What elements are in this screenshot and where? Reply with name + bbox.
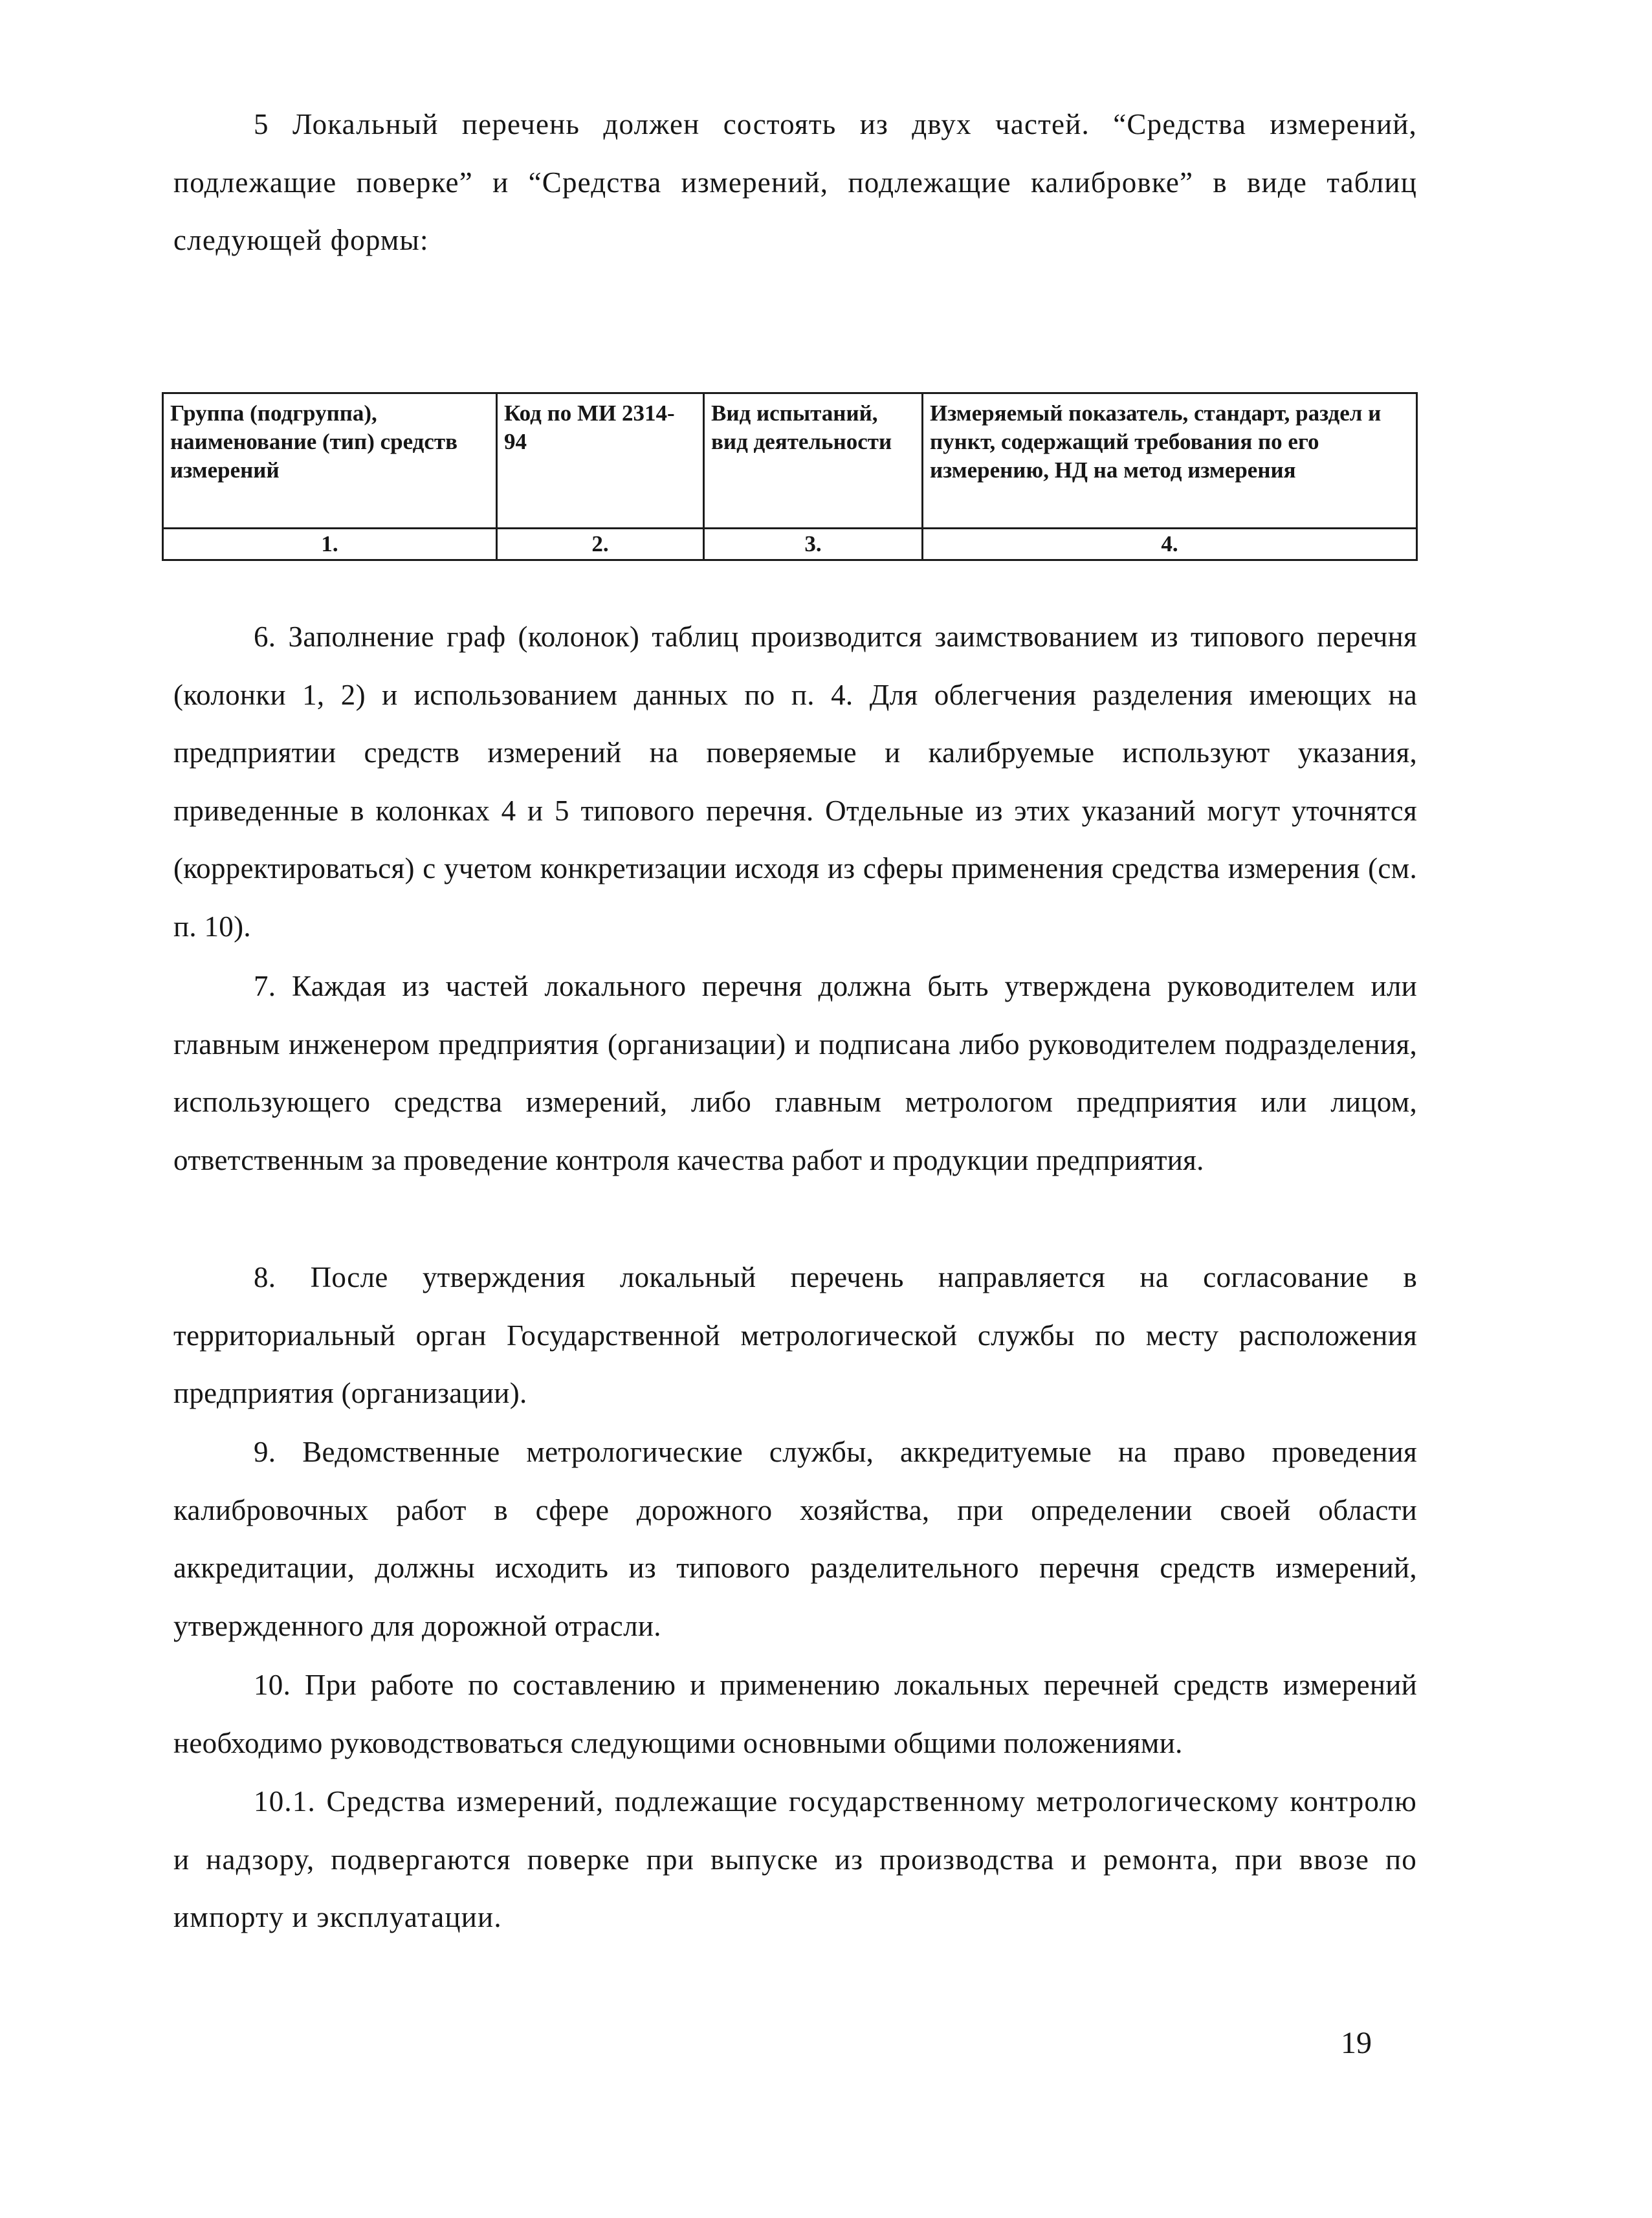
column-number-cell: 1. [163,529,497,560]
header-cell-group: Группа (подгруппа), наименование (тип) средств измерений [163,393,497,529]
paragraph-9: 9. Ведомственные метрологические службы, аккредитуемые на право проведения калибровочных работ в сфере дорожного хозяйства, при определении своей области аккредитации, должны исходить из типового разделительного перечня средств измерений, утвержденного для дорожной отрасли. [173,1436,1417,1642]
column-number-cell: 4. [923,529,1417,560]
paragraph-5: 5 Локальный перечень должен состоять из двух частей. “Средства измерений, подлежащие поверке” и “Средства измерений, подлежащие калибровке” в виде таблиц следующей формы: [173,108,1417,256]
header-cell-code: Код по МИ 2314-94 [497,393,704,529]
paragraph-10-1: 10.1. Средства измерений, подлежащие государственному метрологическому контролю и надзору, подвергаются поверке при выпуске из производства и ремонта, при ввозе по импорту и эксплуатации. [173,1785,1417,1933]
column-number-cell: 3. [704,529,923,560]
table-header-row [163,393,1417,529]
column-number-cell: 2. [497,529,704,560]
form-table [162,392,1418,561]
paragraph-8: 8. После утверждения локальный перечень направляется на согласование в территориальный орган Государственной метрологической службы по месту расположения предприятия (организации). [173,1261,1417,1409]
header-cell-measured-indicator: Измеряемый показатель, стандарт, раздел и пункт, содержащий требования по его измерению, НД на метод измерения [923,393,1417,529]
header-cell-test-type: Вид испытаний, вид деятельности [704,393,923,529]
paragraph-7: 7. Каждая из частей локального перечня должна быть утверждена руководителем или главным инженером предприятия (организации) и подписана либо руководителем подразделения, использующего средства измерений, либо главным метрологом предприятия или лицом, ответственным за проведение контроля качества работ и продукции предприятия. [173,970,1417,1176]
paragraph-6: 6. Заполнение граф (колонок) таблиц производится заимствованием из типового перечня (колонки 1, 2) и использованием данных по п. 4. Для облегчения разделения имеющих на предприятии средств измерений на поверяемые и калибруемые используют указания, приведенные в колонках 4 и 5 типового перечня. Отдельные из этих указаний могут уточнятся (корректироваться) с учетом конкретизации исходя из сферы применения средства измерения (см. п. 10). [173,620,1417,943]
paragraph-10: 10. При работе по составлению и применению локальных перечней средств измерений необходимо руководствоваться следующими основными общими положениями. [173,1669,1417,1759]
page-number: 19 [1341,2026,1372,2060]
table-number-row [163,529,1417,560]
